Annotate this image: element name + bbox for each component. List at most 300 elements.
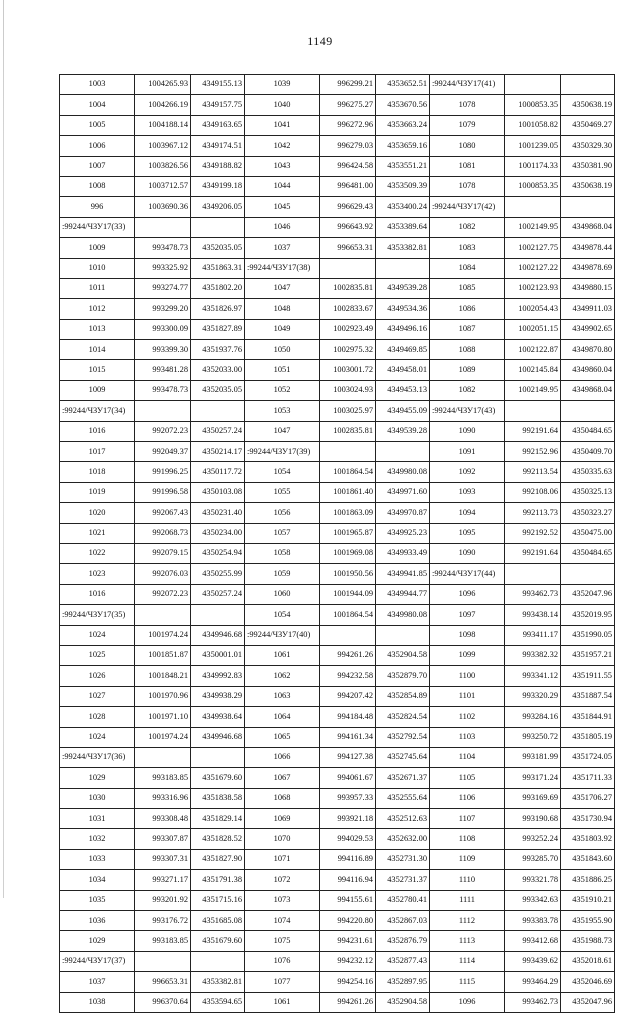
y-coordinate: 4353389.64 (376, 217, 430, 237)
x-coordinate: 993342.63 (505, 890, 561, 910)
x-coordinate: 1002054.43 (505, 299, 561, 319)
point-number: 1059 (245, 564, 320, 584)
parcel-header: :99244/ЧЗУ17(34) (60, 401, 135, 421)
x-coordinate: 996653.31 (135, 972, 191, 992)
x-coordinate: 994155.61 (320, 890, 376, 910)
y-coordinate: 4350484.65 (561, 421, 615, 441)
table-row (60, 564, 615, 584)
point-number: 1074 (245, 911, 320, 931)
point-number: 1075 (245, 931, 320, 951)
x-coordinate: 993412.68 (505, 931, 561, 951)
empty-cell (561, 401, 615, 421)
empty-cell (320, 258, 376, 278)
point-number: 1014 (60, 340, 135, 360)
x-coordinate: 993271.17 (135, 870, 191, 890)
y-coordinate: 4350231.40 (191, 503, 245, 523)
x-coordinate: 1001965.87 (320, 523, 376, 543)
table-row (60, 727, 615, 747)
y-coordinate: 4349455.09 (376, 401, 430, 421)
point-number: 1054 (245, 462, 320, 482)
point-number: 1107 (430, 809, 505, 829)
point-number: 1009 (60, 380, 135, 400)
x-coordinate: 993320.29 (505, 686, 561, 706)
x-coordinate: 994116.94 (320, 870, 376, 890)
point-number: 1030 (60, 788, 135, 808)
y-coordinate: 4349902.65 (561, 319, 615, 339)
point-number: 1113 (430, 931, 505, 951)
parcel-header: :99244/ЧЗУ17(36) (60, 747, 135, 767)
x-coordinate: 993438.14 (505, 605, 561, 625)
x-coordinate: 993285.70 (505, 849, 561, 869)
x-coordinate: 993439.62 (505, 951, 561, 971)
y-coordinate: 4352671.37 (376, 768, 430, 788)
y-coordinate: 4351805.19 (561, 727, 615, 747)
x-coordinate: 1003025.97 (320, 401, 376, 421)
point-number: 1095 (430, 523, 505, 543)
point-number: 1099 (430, 645, 505, 665)
x-coordinate: 1002123.93 (505, 278, 561, 298)
point-number: 1063 (245, 686, 320, 706)
y-coordinate: 4351910.21 (561, 890, 615, 910)
point-number: 1077 (245, 972, 320, 992)
y-coordinate: 4351827.90 (191, 849, 245, 869)
y-coordinate: 4351829.14 (191, 809, 245, 829)
table-row (60, 972, 615, 992)
point-number: 1091 (430, 442, 505, 462)
x-coordinate: 992072.23 (135, 584, 191, 604)
point-number: 1050 (245, 340, 320, 360)
x-coordinate: 1002145.84 (505, 360, 561, 380)
point-number: 1012 (60, 299, 135, 319)
point-number: 1023 (60, 564, 135, 584)
point-number: 1007 (60, 156, 135, 176)
y-coordinate: 4350234.00 (191, 523, 245, 543)
point-number: 1097 (430, 605, 505, 625)
point-number: 1076 (245, 951, 320, 971)
x-coordinate: 1001863.09 (320, 503, 376, 523)
empty-cell (191, 747, 245, 767)
point-number: 1053 (245, 401, 320, 421)
table-row (60, 401, 615, 421)
point-number: 1044 (245, 176, 320, 196)
y-coordinate: 4351988.73 (561, 931, 615, 951)
y-coordinate: 4352879.70 (376, 666, 430, 686)
table-row (60, 951, 615, 971)
x-coordinate: 1001974.24 (135, 727, 191, 747)
y-coordinate: 4349941.85 (376, 564, 430, 584)
empty-cell (505, 401, 561, 421)
y-coordinate: 4352876.79 (376, 931, 430, 951)
y-coordinate: 4352047.96 (561, 992, 615, 1012)
table-row (60, 890, 615, 910)
empty-cell (561, 564, 615, 584)
y-coordinate: 4353659.16 (376, 136, 430, 156)
y-coordinate: 4349539.28 (376, 278, 430, 298)
table-row (60, 911, 615, 931)
y-coordinate: 4352904.58 (376, 992, 430, 1012)
point-number: 1034 (60, 870, 135, 890)
x-coordinate: 993190.68 (505, 809, 561, 829)
point-number: 1061 (245, 992, 320, 1012)
x-coordinate: 993481.28 (135, 360, 191, 380)
empty-cell (505, 564, 561, 584)
y-coordinate: 4351827.89 (191, 319, 245, 339)
x-coordinate: 1001974.24 (135, 625, 191, 645)
x-coordinate: 992152.96 (505, 442, 561, 462)
y-coordinate: 4351828.52 (191, 829, 245, 849)
x-coordinate: 994261.26 (320, 992, 376, 1012)
x-coordinate: 993478.73 (135, 238, 191, 258)
point-number: 1019 (60, 482, 135, 502)
y-coordinate: 4349206.05 (191, 197, 245, 217)
x-coordinate: 996481.00 (320, 176, 376, 196)
y-coordinate: 4352897.95 (376, 972, 430, 992)
empty-cell (320, 442, 376, 462)
point-number: 1016 (60, 584, 135, 604)
point-number: 1005 (60, 115, 135, 135)
table-row (60, 666, 615, 686)
y-coordinate: 4349938.29 (191, 686, 245, 706)
table-row (60, 340, 615, 360)
parcel-header: :99244/ЧЗУ17(37) (60, 951, 135, 971)
table-row (60, 523, 615, 543)
x-coordinate: 996279.03 (320, 136, 376, 156)
y-coordinate: 4349539.28 (376, 421, 430, 441)
point-number: 1032 (60, 829, 135, 849)
empty-cell (135, 401, 191, 421)
y-coordinate: 4352019.95 (561, 605, 615, 625)
point-number: 1112 (430, 911, 505, 931)
parcel-header: :99244/ЧЗУ17(38) (245, 258, 320, 278)
x-coordinate: 996272.96 (320, 115, 376, 135)
x-coordinate: 993284.16 (505, 707, 561, 727)
table-row (60, 747, 615, 767)
parcel-header: :99244/ЧЗУ17(35) (60, 605, 135, 625)
y-coordinate: 4349163.65 (191, 115, 245, 135)
x-coordinate: 1002149.95 (505, 217, 561, 237)
x-coordinate: 992191.64 (505, 421, 561, 441)
empty-cell (191, 605, 245, 625)
x-coordinate: 992072.23 (135, 421, 191, 441)
table-row (60, 319, 615, 339)
parcel-header: :99244/ЧЗУ17(43) (430, 401, 505, 421)
y-coordinate: 4351955.90 (561, 911, 615, 931)
x-coordinate: 1002127.22 (505, 258, 561, 278)
point-number: 1048 (245, 299, 320, 319)
x-coordinate: 1003001.72 (320, 360, 376, 380)
y-coordinate: 4351826.97 (191, 299, 245, 319)
y-coordinate: 4350257.24 (191, 584, 245, 604)
y-coordinate: 4350254.94 (191, 543, 245, 563)
x-coordinate: 993201.92 (135, 890, 191, 910)
x-coordinate: 993325.92 (135, 258, 191, 278)
y-coordinate: 4349980.08 (376, 605, 430, 625)
x-coordinate: 993250.72 (505, 727, 561, 747)
x-coordinate: 1003967.12 (135, 136, 191, 156)
x-coordinate: 1002833.67 (320, 299, 376, 319)
x-coordinate: 992068.73 (135, 523, 191, 543)
point-number: 1080 (430, 136, 505, 156)
point-number: 1083 (430, 238, 505, 258)
coordinates-table (59, 74, 615, 1013)
x-coordinate: 996299.21 (320, 75, 376, 95)
x-coordinate: 993957.33 (320, 788, 376, 808)
x-coordinate: 993252.24 (505, 829, 561, 849)
table-row (60, 360, 615, 380)
point-number: 1081 (430, 156, 505, 176)
point-number: 1024 (60, 625, 135, 645)
coordinates-table-body (60, 75, 615, 1013)
x-coordinate: 993464.29 (505, 972, 561, 992)
x-coordinate: 1001058.82 (505, 115, 561, 135)
x-coordinate: 1004265.93 (135, 75, 191, 95)
y-coordinate: 4352877.43 (376, 951, 430, 971)
table-row (60, 686, 615, 706)
y-coordinate: 4349155.13 (191, 75, 245, 95)
parcel-header: :99244/ЧЗУ17(41) (430, 75, 505, 95)
y-coordinate: 4349980.08 (376, 462, 430, 482)
x-coordinate: 993399.30 (135, 340, 191, 360)
y-coordinate: 4351706.27 (561, 788, 615, 808)
y-coordinate: 4351715.16 (191, 890, 245, 910)
y-coordinate: 4349933.49 (376, 543, 430, 563)
point-number: 1064 (245, 707, 320, 727)
x-coordinate: 1001239.05 (505, 136, 561, 156)
point-number: 1093 (430, 482, 505, 502)
table-row (60, 788, 615, 808)
point-number: 1090 (430, 543, 505, 563)
y-coordinate: 4352555.64 (376, 788, 430, 808)
table-row (60, 442, 615, 462)
point-number: 1011 (60, 278, 135, 298)
x-coordinate: 992079.15 (135, 543, 191, 563)
y-coordinate: 4352792.54 (376, 727, 430, 747)
x-coordinate: 994232.12 (320, 951, 376, 971)
parcel-header: :99244/ЧЗУ17(39) (245, 442, 320, 462)
empty-cell (191, 951, 245, 971)
y-coordinate: 4352512.63 (376, 809, 430, 829)
point-number: 1035 (60, 890, 135, 910)
point-number: 1016 (60, 421, 135, 441)
point-number: 1096 (430, 992, 505, 1012)
point-number: 1110 (430, 870, 505, 890)
empty-cell (135, 747, 191, 767)
point-number: 1031 (60, 809, 135, 829)
x-coordinate: 993300.09 (135, 319, 191, 339)
x-coordinate: 1002149.95 (505, 380, 561, 400)
point-number: 1105 (430, 768, 505, 788)
y-coordinate: 4349458.01 (376, 360, 430, 380)
y-coordinate: 4350325.13 (561, 482, 615, 502)
table-row (60, 707, 615, 727)
point-number: 1088 (430, 340, 505, 360)
x-coordinate: 994254.16 (320, 972, 376, 992)
point-number: 1028 (60, 707, 135, 727)
point-number: 1108 (430, 829, 505, 849)
y-coordinate: 4350257.24 (191, 421, 245, 441)
y-coordinate: 4349496.16 (376, 319, 430, 339)
x-coordinate: 1001174.33 (505, 156, 561, 176)
y-coordinate: 4353509.39 (376, 176, 430, 196)
point-number: 1008 (60, 176, 135, 196)
x-coordinate: 992113.54 (505, 462, 561, 482)
point-number: 1102 (430, 707, 505, 727)
point-number: 1017 (60, 442, 135, 462)
point-number: 1024 (60, 727, 135, 747)
table-row (60, 584, 615, 604)
x-coordinate: 994184.48 (320, 707, 376, 727)
x-coordinate: 993462.73 (505, 584, 561, 604)
point-number: 1082 (430, 380, 505, 400)
y-coordinate: 4349946.68 (191, 625, 245, 645)
table-row (60, 482, 615, 502)
y-coordinate: 4352780.41 (376, 890, 430, 910)
point-number: 1018 (60, 462, 135, 482)
parcel-header: :99244/ЧЗУ17(33) (60, 217, 135, 237)
x-coordinate: 994232.58 (320, 666, 376, 686)
empty-cell (135, 605, 191, 625)
point-number: 1114 (430, 951, 505, 971)
x-coordinate: 1001944.09 (320, 584, 376, 604)
y-coordinate: 4349868.04 (561, 217, 615, 237)
point-number: 1025 (60, 645, 135, 665)
x-coordinate: 993341.12 (505, 666, 561, 686)
table-row (60, 136, 615, 156)
x-coordinate: 993169.69 (505, 788, 561, 808)
y-coordinate: 4351679.60 (191, 768, 245, 788)
point-number: 1029 (60, 768, 135, 788)
x-coordinate: 1003826.56 (135, 156, 191, 176)
point-number: 1037 (245, 238, 320, 258)
y-coordinate: 4351679.60 (191, 931, 245, 951)
y-coordinate: 4349946.68 (191, 727, 245, 747)
point-number: 1111 (430, 890, 505, 910)
point-number: 1047 (245, 421, 320, 441)
point-number: 1049 (245, 319, 320, 339)
y-coordinate: 4351802.20 (191, 278, 245, 298)
x-coordinate: 992076.03 (135, 564, 191, 584)
point-number: 1092 (430, 462, 505, 482)
empty-cell (376, 258, 430, 278)
x-coordinate: 993274.77 (135, 278, 191, 298)
point-number: 1009 (60, 238, 135, 258)
empty-cell (505, 75, 561, 95)
y-coordinate: 4350335.63 (561, 462, 615, 482)
x-coordinate: 994161.34 (320, 727, 376, 747)
point-number: 1086 (430, 299, 505, 319)
empty-cell (376, 625, 430, 645)
x-coordinate: 1004266.19 (135, 95, 191, 115)
empty-cell (561, 197, 615, 217)
point-number: 1051 (245, 360, 320, 380)
y-coordinate: 4353594.65 (191, 992, 245, 1012)
x-coordinate: 1001971.10 (135, 707, 191, 727)
table-row (60, 217, 615, 237)
x-coordinate: 1002051.15 (505, 319, 561, 339)
x-coordinate: 1001864.54 (320, 462, 376, 482)
y-coordinate: 4350409.70 (561, 442, 615, 462)
x-coordinate: 996643.92 (320, 217, 376, 237)
table-row (60, 197, 615, 217)
y-coordinate: 4350381.90 (561, 156, 615, 176)
empty-cell (191, 217, 245, 237)
point-number: 1069 (245, 809, 320, 829)
point-number: 1042 (245, 136, 320, 156)
point-number: 1006 (60, 136, 135, 156)
table-row (60, 809, 615, 829)
point-number: 1106 (430, 788, 505, 808)
point-number: 1061 (245, 645, 320, 665)
x-coordinate: 993307.87 (135, 829, 191, 849)
point-number: 1089 (430, 360, 505, 380)
x-coordinate: 993382.32 (505, 645, 561, 665)
table-row (60, 299, 615, 319)
x-coordinate: 1002835.81 (320, 421, 376, 441)
parcel-header: :99244/ЧЗУ17(40) (245, 625, 320, 645)
x-coordinate: 993183.85 (135, 931, 191, 951)
x-coordinate: 993478.73 (135, 380, 191, 400)
x-coordinate: 993176.72 (135, 911, 191, 931)
point-number: 1026 (60, 666, 135, 686)
y-coordinate: 4349199.18 (191, 176, 245, 196)
y-coordinate: 4349992.83 (191, 666, 245, 686)
point-number: 1052 (245, 380, 320, 400)
y-coordinate: 4353400.24 (376, 197, 430, 217)
point-number: 1054 (245, 605, 320, 625)
table-row (60, 75, 615, 95)
x-coordinate: 1001861.40 (320, 482, 376, 502)
table-row (60, 278, 615, 298)
x-coordinate: 1002923.49 (320, 319, 376, 339)
y-coordinate: 4350323.27 (561, 503, 615, 523)
table-row (60, 992, 615, 1012)
y-coordinate: 4352046.69 (561, 972, 615, 992)
empty-cell (505, 197, 561, 217)
point-number: 1094 (430, 503, 505, 523)
y-coordinate: 4351791.38 (191, 870, 245, 890)
x-coordinate: 1001950.56 (320, 564, 376, 584)
point-number: 1043 (245, 156, 320, 176)
point-number: 1057 (245, 523, 320, 543)
point-number: 1029 (60, 931, 135, 951)
y-coordinate: 4349860.04 (561, 360, 615, 380)
x-coordinate: 993921.18 (320, 809, 376, 829)
y-coordinate: 4349925.23 (376, 523, 430, 543)
y-coordinate: 4350001.01 (191, 645, 245, 665)
x-coordinate: 993316.96 (135, 788, 191, 808)
x-coordinate: 1001864.54 (320, 605, 376, 625)
y-coordinate: 4351911.55 (561, 666, 615, 686)
x-coordinate: 993307.31 (135, 849, 191, 869)
y-coordinate: 4352731.30 (376, 849, 430, 869)
point-number: 1065 (245, 727, 320, 747)
y-coordinate: 4349911.03 (561, 299, 615, 319)
point-number: 1071 (245, 849, 320, 869)
point-number: 1066 (245, 747, 320, 767)
y-coordinate: 4351803.92 (561, 829, 615, 849)
x-coordinate: 1003690.36 (135, 197, 191, 217)
x-coordinate: 992067.43 (135, 503, 191, 523)
x-coordinate: 992113.73 (505, 503, 561, 523)
x-coordinate: 994116.89 (320, 849, 376, 869)
table-row (60, 462, 615, 482)
point-number: 1036 (60, 911, 135, 931)
x-coordinate: 1002835.81 (320, 278, 376, 298)
x-coordinate: 1001851.87 (135, 645, 191, 665)
y-coordinate: 4352731.37 (376, 870, 430, 890)
y-coordinate: 4352867.03 (376, 911, 430, 931)
x-coordinate: 993299.20 (135, 299, 191, 319)
